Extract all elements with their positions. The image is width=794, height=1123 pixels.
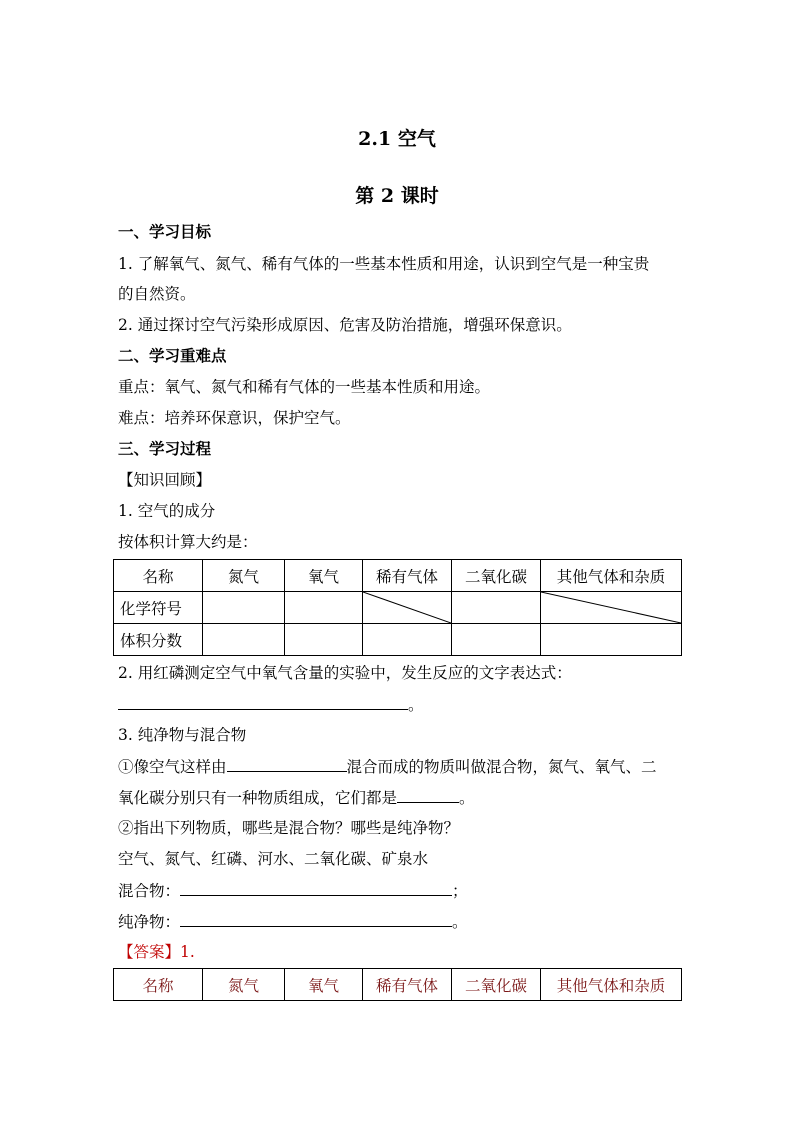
table-header-row (114, 560, 682, 592)
table-row (114, 624, 682, 656)
lesson-subtitle: 第 2 课时 (355, 185, 439, 207)
answer-blank[interactable] (227, 756, 347, 772)
question-1: 1. 空气的成分 (118, 502, 216, 520)
review-heading: 【知识回顾】 (118, 471, 212, 489)
row-label: 体积分数 (114, 624, 203, 656)
diagonal-line (363, 592, 451, 623)
difficult-point: 难点：培养环保意识，保护空气。 (118, 409, 351, 427)
key-point: 重点：氧气、氮气和稀有气体的一些基本性质和用途。 (118, 378, 491, 396)
goal-2: 2. 通过探讨空气污染形成原因、危害及防治措施，增强环保意识。 (118, 316, 572, 334)
header-cell: 氮气 (203, 969, 285, 1001)
question-2-answer-line: 。 (118, 694, 424, 715)
section-heading-process: 三、学习过程 (118, 439, 212, 458)
goal-1-line-1: 1. 了解氧气、氮气、稀有气体的一些基本性质和用途，认识到空气是一种宝贵 (118, 255, 650, 273)
goal-1-line-2: 的自然资。 (118, 285, 196, 303)
header-cell: 氮气 (203, 560, 285, 592)
header-cell: 稀有气体 (363, 969, 452, 1001)
header-cell: 二氧化碳 (452, 560, 541, 592)
header-cell: 名称 (114, 560, 203, 592)
table-cell (285, 624, 363, 656)
answer-blank[interactable] (180, 911, 452, 927)
table-cell (452, 624, 541, 656)
header-cell: 其他气体和杂质 (541, 969, 682, 1001)
table-cell (203, 624, 285, 656)
substance-list: 空气、氮气、红磷、河水、二氧化碳、矿泉水 (118, 850, 429, 868)
question-3b: ②指出下列物质，哪些是混合物？哪些是纯净物？ (118, 819, 460, 837)
table-cell-crossed (363, 592, 452, 624)
answer-number: 1. (180, 943, 195, 961)
row-label: 化学符号 (114, 592, 203, 624)
header-cell: 氧气 (285, 560, 363, 592)
table-cell (363, 624, 452, 656)
header-cell: 名称 (114, 969, 203, 1001)
answer-blank[interactable] (118, 694, 408, 710)
table-cell (541, 624, 682, 656)
header-cell: 二氧化碳 (452, 969, 541, 1001)
pure-line: 纯净物： 。 (118, 913, 468, 931)
mixture-line: 混合物： ； (118, 882, 468, 900)
question-1-sub: 按体积计算大约是： (118, 533, 258, 551)
question-3: 3. 纯净物与混合物 (118, 726, 247, 744)
composition-table (113, 559, 682, 656)
header-cell: 氧气 (285, 969, 363, 1001)
table-cell (285, 592, 363, 624)
table-cell (203, 592, 285, 624)
table-cell-crossed (541, 592, 682, 624)
diagonal-line (541, 592, 681, 623)
table-cell (452, 592, 541, 624)
question-2: 2. 用红磷测定空气中氧气含量的实验中，发生反应的文字表达式： (118, 664, 572, 682)
answer-blank[interactable] (180, 880, 452, 896)
answer-label: 【答案】 (118, 943, 181, 961)
header-cell: 稀有气体 (363, 560, 452, 592)
section-heading-goals: 一、学习目标 (118, 222, 212, 241)
page-title: 2.1 空气 (358, 128, 436, 150)
table-row (114, 592, 682, 624)
question-3a-line-1: ①像空气这样由 混合而成的物质叫做混合物，氮气、氧气、二 (118, 758, 657, 776)
section-heading-key-points: 二、学习重难点 (118, 346, 227, 365)
question-3a-line-2: 氧化碳分别只有一种物质组成，它们都是 。 (118, 789, 475, 807)
answer-table (113, 968, 682, 1001)
header-cell: 其他气体和杂质 (541, 560, 682, 592)
answer-heading (118, 942, 195, 962)
answer-blank[interactable] (397, 787, 459, 803)
table-header-row (114, 969, 682, 1001)
